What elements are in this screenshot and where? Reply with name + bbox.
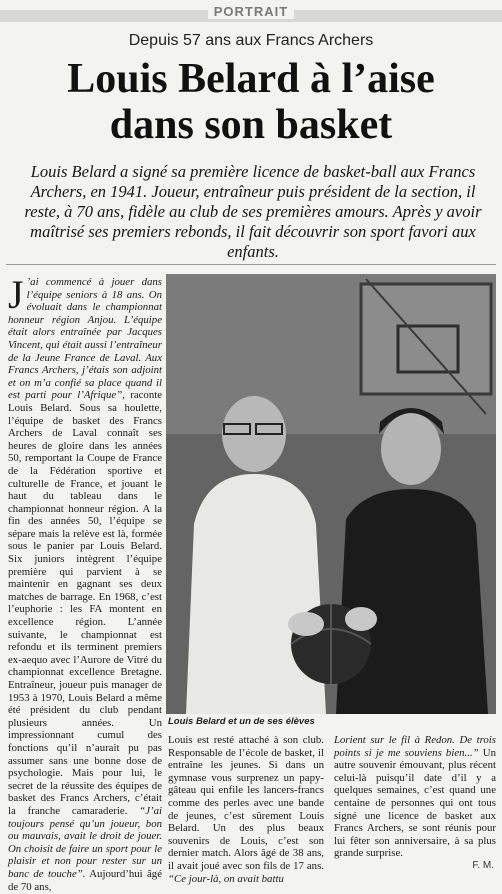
article-kicker: Depuis 57 ans aux Francs Archers: [128, 32, 374, 49]
body-quote-4: Lorient sur le fil à Redon. De trois points si je me souviens bien...”: [334, 734, 496, 759]
body-text-1: raconte Louis Belard. Sous sa houlette, l’équipe de basket des Francs Archers de Laval connaît ses heures de gloire dans les années 50, remportant la Coupe de France de la Fédération sportive et culturelle de France, et jouant le haut du tableau dans le championnat honneur région. A la fin des années 50, l’équipe se sépare mais la relève est là, formée sous le panier par Louis Belard. Six juniors intègrent l’équipe première qui parvient à se maintenir en gagnant ses deux matches de barrage. En 1968, c’est l’euphorie : les FA montent en excellence région. L’année suivante, le championnat est refondu et ils terminent premiers ex-aequo avec l’Aurore de Vitré du championnat excellence Bretagne. Entraîneur, joueur puis manager de 1953 à 1970, Louis Belard a même été président du club pendant plusieurs années. Un impressionnant cumul des fonctions qu’il n’aurait pu pas assumer sans une bonne dose de psychologie. Mais pour lui, le secret de la réussite des équipes de basket des Francs Archers, c’était la franche camaraderie.: [8, 389, 163, 817]
opening-quote: ’ai commencé à jouer dans l’équipe seniors à 18 ans. On évoluait dans le championnat honneur région Anjou. L’équipe était alors entraînée par Jacques Vincent, qui était aussi l’entraîneur de la Jeune France de Laval. Aux Francs Archers, j’étais son adjoint et on m’a confié sa place quand il est parti pour l’Afrique”,: [8, 276, 162, 402]
man-shirt: [186, 474, 326, 714]
article-headline: [0, 56, 502, 148]
article-photo: [166, 274, 496, 714]
photo-illustration: [166, 274, 496, 714]
rubric-label: PORTRAIT: [208, 4, 294, 19]
author-signature: F. M.: [472, 860, 494, 871]
body-column-2: [168, 734, 324, 885]
boy-shirt: [336, 489, 488, 714]
section-rubric: [0, 4, 502, 22]
body-quote-3: “Ce jour-là, on avait battu: [168, 872, 284, 885]
headline-line-2: dans son basket: [109, 102, 393, 148]
body-column-1: [8, 272, 163, 893]
drop-cap: J: [8, 272, 24, 317]
body-text-2: Louis est resté attaché à son club. Responsable de l’école de basket, il entraîne les jeunes. Si dans un gymnase vous surprenez un papy-gâteau qui enfile les lancers-francs comme des perles avec une bande de jeunes, c’est sûrement Louis Belard. Un des plus beaux souvenirs de Louis, c’est son dernier match. Alors âgé de 38 ans, il avait joué avec son fils de 17 ans.: [168, 734, 324, 872]
boy-head: [381, 413, 441, 485]
body-text-1-end: Aujourd’hui âgé de 70 ans,: [8, 867, 163, 893]
body-text-3: Un autre souvenir émouvant, plus récent celui-là puisqu’il date d’il y a quelques semaines, c’est quand une centaine de personnes qui ont tous signé une licence de basket aux Francs Archers, se sont réunis pour lui fêter son anniversaire, à sa plus grande surprise.: [334, 746, 496, 860]
body-column-3: [334, 734, 496, 860]
article-lead: Louis Belard a signé sa première licence de basket-ball aux Francs Archers, en 1941. Joueur, entraîneur puis président de la section, il reste, à 70 ans, fidèle au club de ses premières amours. Après y avoir maîtrisé ses premiers rebonds, il fait découvrir son sport favori aux enfants.: [24, 162, 482, 261]
backboard-shape: [361, 284, 491, 394]
headline-line-1: Louis Belard à l’aise: [67, 56, 435, 102]
photo-caption: Louis Belard et un de ses élèves: [168, 716, 315, 727]
divider-rule: [6, 264, 496, 265]
body-quote-2: “J’ai toujours pensé qu’un joueur, bon ou mauvais, avait le droit de jouer. On choisit de faire un sport pour le plaisir et non pour rester sur un banc de touche”.: [8, 804, 162, 880]
